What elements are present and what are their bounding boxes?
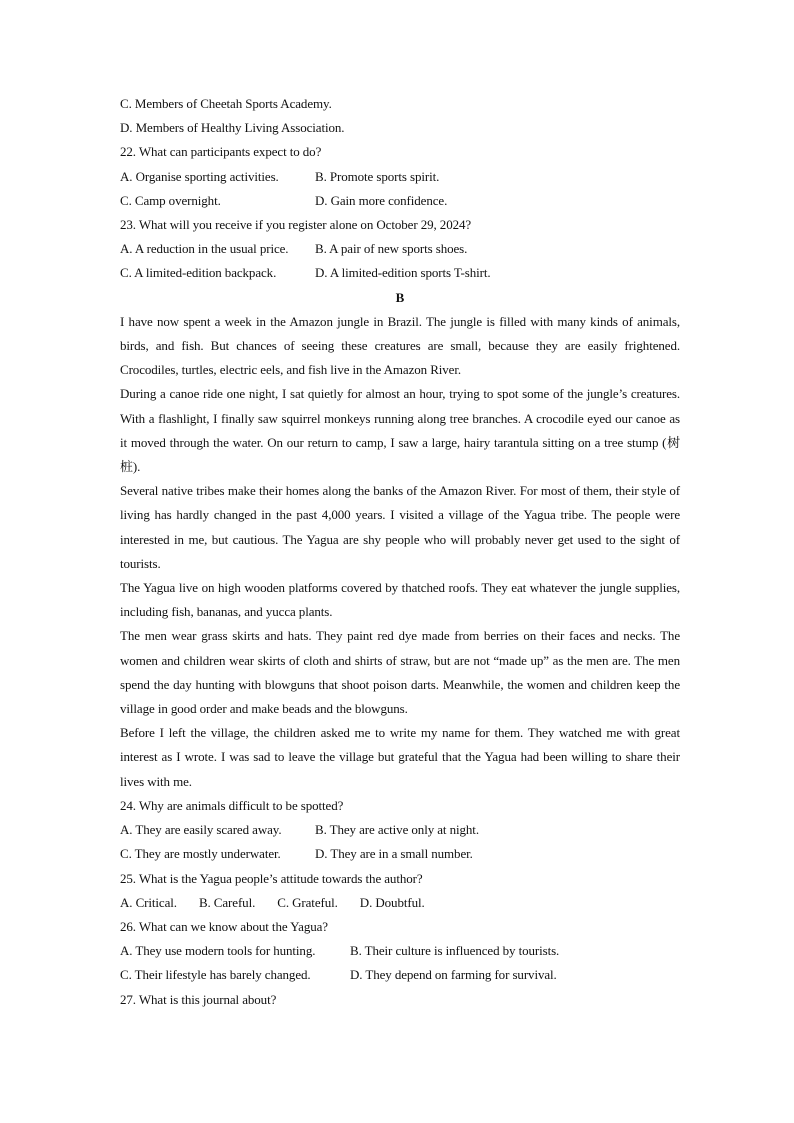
q24-option-a: A. They are easily scared away.	[120, 822, 282, 838]
q22-option-b: B. Promote sports spirit.	[315, 168, 440, 184]
q26-option-d: D. They depend on farming for survival.	[350, 967, 557, 983]
question-23-stem: 23. What will you receive if you register alone on October 29, 2024?	[120, 217, 472, 233]
question-22-options-row-1	[120, 165, 680, 189]
question-23-options-row-2	[120, 261, 680, 285]
q24-option-c: C. They are mostly underwater.	[120, 846, 281, 862]
q22-option-d: D. Gain more confidence.	[315, 192, 448, 208]
passage-paragraph-3: Several native tribes make their homes along the banks of the Amazon River. For most of them, their style of living has hardly changed in the past 4,000 years. I visited a village of the Yagua tribe. The people were interested in me, but cautious. The Yagua are shy people who will probably never get used to the sight of tourists.	[120, 483, 680, 571]
question-23-options-row-1	[120, 237, 680, 261]
passage-paragraph-4: The Yagua live on high wooden platforms covered by thatched roofs. They eat whatever the jungle supplies, including fish, bananas, and yucca plants.	[120, 580, 680, 620]
q25-option-b: B. Careful.	[198, 894, 256, 910]
q23-option-a: A. A reduction in the usual price.	[120, 241, 289, 257]
question-22-stem: 22. What can participants expect to do?	[120, 144, 322, 160]
question-24-stem: 24. Why are animals difficult to be spotted?	[120, 797, 344, 813]
q23-option-d: D. A limited-edition sports T-shirt.	[315, 265, 491, 281]
passage-paragraph-5: The men wear grass skirts and hats. They paint red dye made from berries on their faces and necks. The women and children wear skirts of cloth and shirts of straw, but are not “made up” as the men are. The men spend the day hunting with blowguns that shoot poison darts. Meanwhile, the women and children keep the village in good order and make beads and the blowguns.	[120, 628, 680, 717]
section-label: B	[395, 289, 405, 305]
option-d: D. Members of Healthy Living Association.	[120, 120, 345, 136]
question-27-stem: 27. What is this journal about?	[120, 991, 277, 1007]
passage-paragraph-6: Before I left the village, the children asked me to write my name for them. They watched me with great interest as I wrote. I was sad to leave the village but grateful that the Yagua had been willing to share their lives with me.	[120, 725, 680, 789]
question-22-options-row-2	[120, 189, 680, 213]
exam-page	[120, 92, 680, 1012]
q26-option-a: A. They use modern tools for hunting.	[120, 943, 316, 959]
q23-option-b: B. A pair of new sports shoes.	[315, 241, 468, 257]
q26-option-b: B. Their culture is influenced by tourists.	[350, 943, 560, 959]
question-26-options-row-1	[120, 939, 680, 963]
question-24-options-row-2	[120, 842, 680, 866]
question-24-options-row-1	[120, 818, 680, 842]
passage-paragraph-2: During a canoe ride one night, I sat quietly for almost an hour, trying to spot some of the jungle’s creatures. With a flashlight, I finally saw squirrel monkeys running along tree branches. A crocodile eyed our canoe as it moved through the water. On our return to camp, I saw a large, hairy tarantula sitting on a tree stump (树桩).	[120, 386, 680, 475]
q22-option-c: C. Camp overnight.	[120, 192, 221, 208]
option-c: C. Members of Cheetah Sports Academy.	[120, 96, 332, 111]
q25-option-c: C. Grateful.	[277, 894, 338, 910]
question-26-stem: 26. What can we know about the Yagua?	[120, 918, 328, 934]
question-26-options-row-2	[120, 963, 680, 987]
q25-option-d: D. Doubtful.	[359, 894, 425, 910]
q26-option-c: C. Their lifestyle has barely changed.	[120, 967, 311, 983]
q24-option-d: D. They are in a small number.	[315, 846, 473, 862]
question-25-stem: 25. What is the Yagua people’s attitude towards the author?	[120, 870, 423, 886]
q25-option-a: A. Critical.	[120, 894, 177, 910]
q22-option-a: A. Organise sporting activities.	[120, 168, 279, 184]
question-25-options	[120, 891, 680, 915]
q23-option-c: C. A limited-edition backpack.	[120, 265, 277, 281]
passage-paragraph-1: I have now spent a week in the Amazon jungle in Brazil. The jungle is filled with many kinds of animals, birds, and fish. But chances of seeing these creatures are small, because they are easily frightened. Crocodiles, turtles, electric eels, and fish live in the Amazon River.	[120, 313, 680, 378]
q24-option-b: B. They are active only at night.	[315, 822, 479, 838]
